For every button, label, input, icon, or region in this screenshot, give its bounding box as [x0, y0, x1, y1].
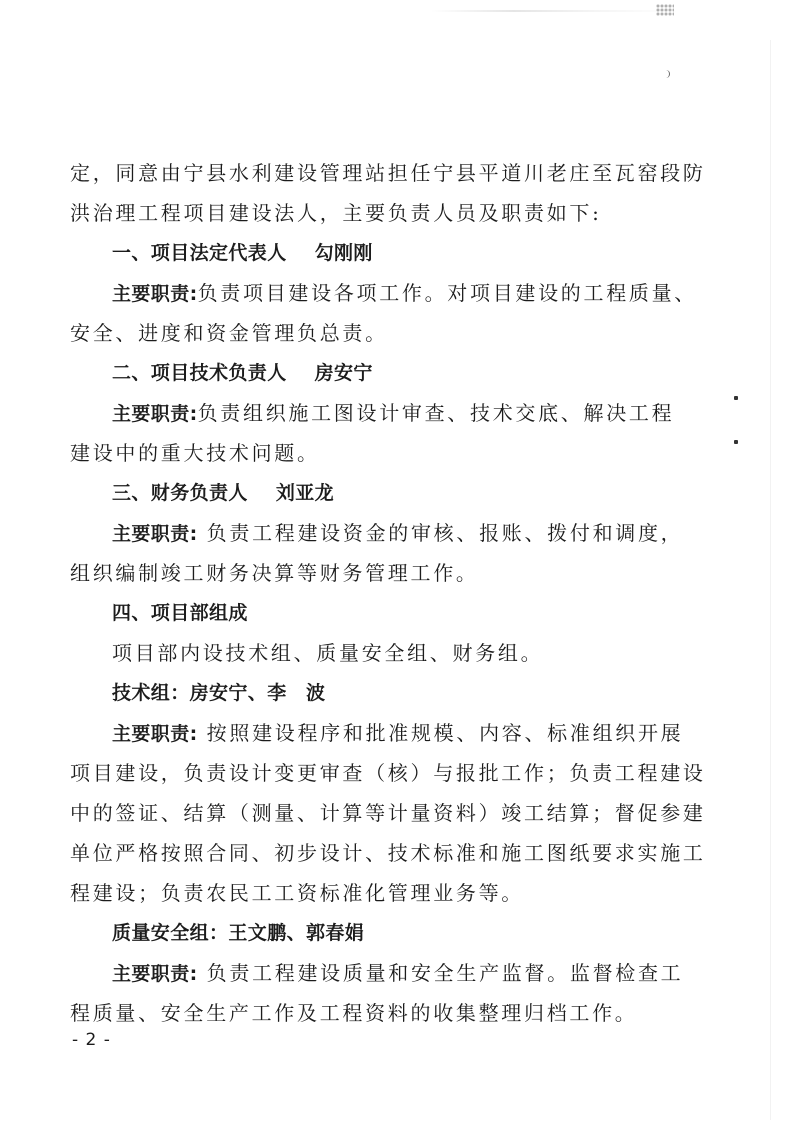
- paragraph-line: [70, 153, 706, 193]
- line-text: 负责工程建设质量和安全生产监督。监督检查工: [197, 961, 684, 985]
- paragraph-line: [70, 433, 690, 473]
- section-heading: [70, 233, 690, 273]
- paragraph-line: [70, 873, 690, 913]
- line-text: 洪治理工程项目建设法人，主要负责人员及职责如下:: [70, 201, 602, 225]
- duties-label: 主要职责:: [112, 283, 198, 305]
- line-text: 项目部内设技术组、质量安全组、财务组。: [112, 641, 544, 665]
- paragraph-line: [70, 633, 690, 673]
- line-text: 按照建设程序和批准规模、内容、标准组织开展: [197, 721, 684, 745]
- duties-line: [70, 513, 690, 553]
- duties-label: 主要职责:: [112, 963, 198, 985]
- scan-edge-artifact: [770, 40, 771, 1120]
- heading-title: 二、项目技术负责人: [112, 362, 287, 384]
- section-heading: [70, 593, 690, 633]
- scan-mark-artifact: [664, 70, 670, 78]
- person-name: 勾刚刚: [314, 242, 373, 264]
- paragraph-line: [70, 833, 706, 873]
- line-text: 定，同意由宁县水利建设管理站担任宁县平道川老庄至瓦窑段防: [70, 161, 706, 185]
- paragraph-line: [70, 313, 690, 353]
- line-text: 安全、进度和资金管理负总责。: [70, 321, 388, 345]
- duties-line: [70, 273, 698, 313]
- duties-label: 主要职责:: [112, 403, 198, 425]
- line-text: 负责项目建设各项工作。对项目建设的工程质量、: [197, 281, 698, 305]
- line-text: 组织编制竣工财务决算等财务管理工作。: [70, 561, 479, 585]
- line-text: 负责工程建设资金的审核、报账、拨付和调度，: [197, 521, 684, 545]
- line-text: 建设中的重大技术问题。: [70, 441, 320, 465]
- duties-line: [70, 953, 690, 993]
- line-text: 程建设；负责农民工工资标准化管理业务等。: [70, 881, 524, 905]
- heading-title: 三、财务负责人: [112, 482, 248, 504]
- section-heading: [70, 353, 690, 393]
- group-heading: [70, 673, 690, 713]
- line-text: 单位严格按照合同、初步设计、技术标准和施工图纸要求实施工: [70, 841, 706, 865]
- scan-dot-artifact: [734, 440, 738, 444]
- paragraph-line: [70, 753, 706, 793]
- heading-title: 一、项目法定代表人: [112, 242, 287, 264]
- duties-label: 主要职责:: [112, 523, 198, 545]
- paragraph-line: [70, 193, 690, 233]
- scan-edge-artifact: [430, 10, 680, 12]
- heading-title: 四、项目部组成: [112, 602, 248, 624]
- paragraph-line: [70, 553, 690, 593]
- person-name: 房安宁: [314, 362, 373, 384]
- person-name: 刘亚龙: [275, 482, 335, 504]
- page-number: - 2 -: [72, 1030, 111, 1050]
- group-heading: [70, 913, 690, 953]
- scan-speck-artifact: [656, 4, 674, 16]
- paragraph-line: [70, 993, 690, 1033]
- paragraph-line: [70, 793, 706, 833]
- duties-label: 主要职责:: [112, 723, 198, 745]
- duties-line: [70, 393, 690, 433]
- line-text: 程质量、安全生产工作及工程资料的收集整理归档工作。: [70, 1001, 638, 1025]
- line-text: 中的签证、结算（测量、计算等计量资料）竣工结算；督促参建: [70, 801, 706, 825]
- heading-title: 质量安全组：王文鹏、郭春娟: [112, 922, 365, 944]
- line-text: 项目建设，负责设计变更审查（核）与报批工作；负责工程建设: [70, 761, 706, 785]
- scan-dot-artifact: [734, 396, 738, 400]
- line-text: 负责组织施工图设计审查、技术交底、解决工程: [197, 401, 675, 425]
- heading-title: 技术组：房安宁、李 波: [112, 682, 326, 704]
- duties-line: [70, 713, 690, 753]
- document-body: [70, 153, 706, 1033]
- section-heading: [70, 473, 690, 513]
